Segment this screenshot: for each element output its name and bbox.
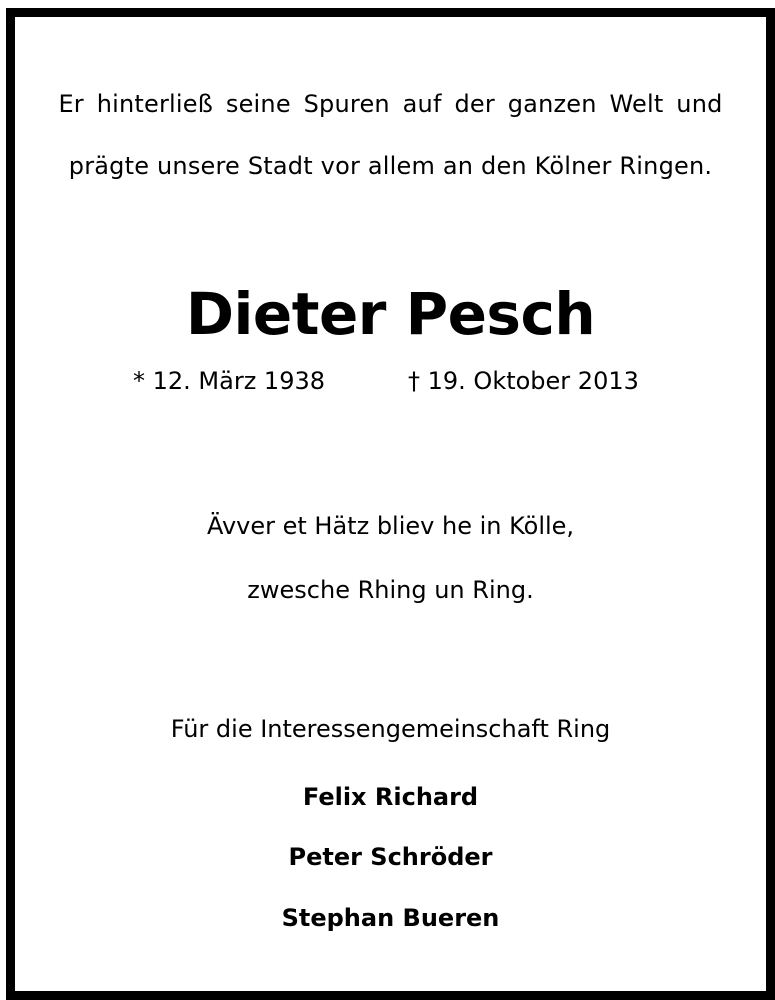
deceased-name: Dieter Pesch (185, 280, 596, 348)
obituary-notice (6, 8, 775, 1000)
intro-line-2: prägte unsere Stadt vor allem an den Kölner Ringen. (68, 152, 713, 180)
sender-organization: Für die Interessengemeinschaft Ring (170, 715, 611, 743)
poem-line-2: zwesche Rhing un Ring. (247, 576, 534, 604)
birth-date: * 12. März 1938 (133, 367, 326, 395)
signer-name: Felix Richard (302, 783, 479, 811)
death-date: † 19. Oktober 2013 (408, 367, 639, 395)
intro-line-1: Er hinterließ seine Spuren auf der ganzen Welt und (58, 90, 723, 118)
signer-name: Stephan Bueren (281, 904, 500, 932)
poem-line-1: Ävver et Hätz bliev he in Kölle, (206, 512, 575, 540)
signer-name: Peter Schröder (288, 843, 493, 871)
